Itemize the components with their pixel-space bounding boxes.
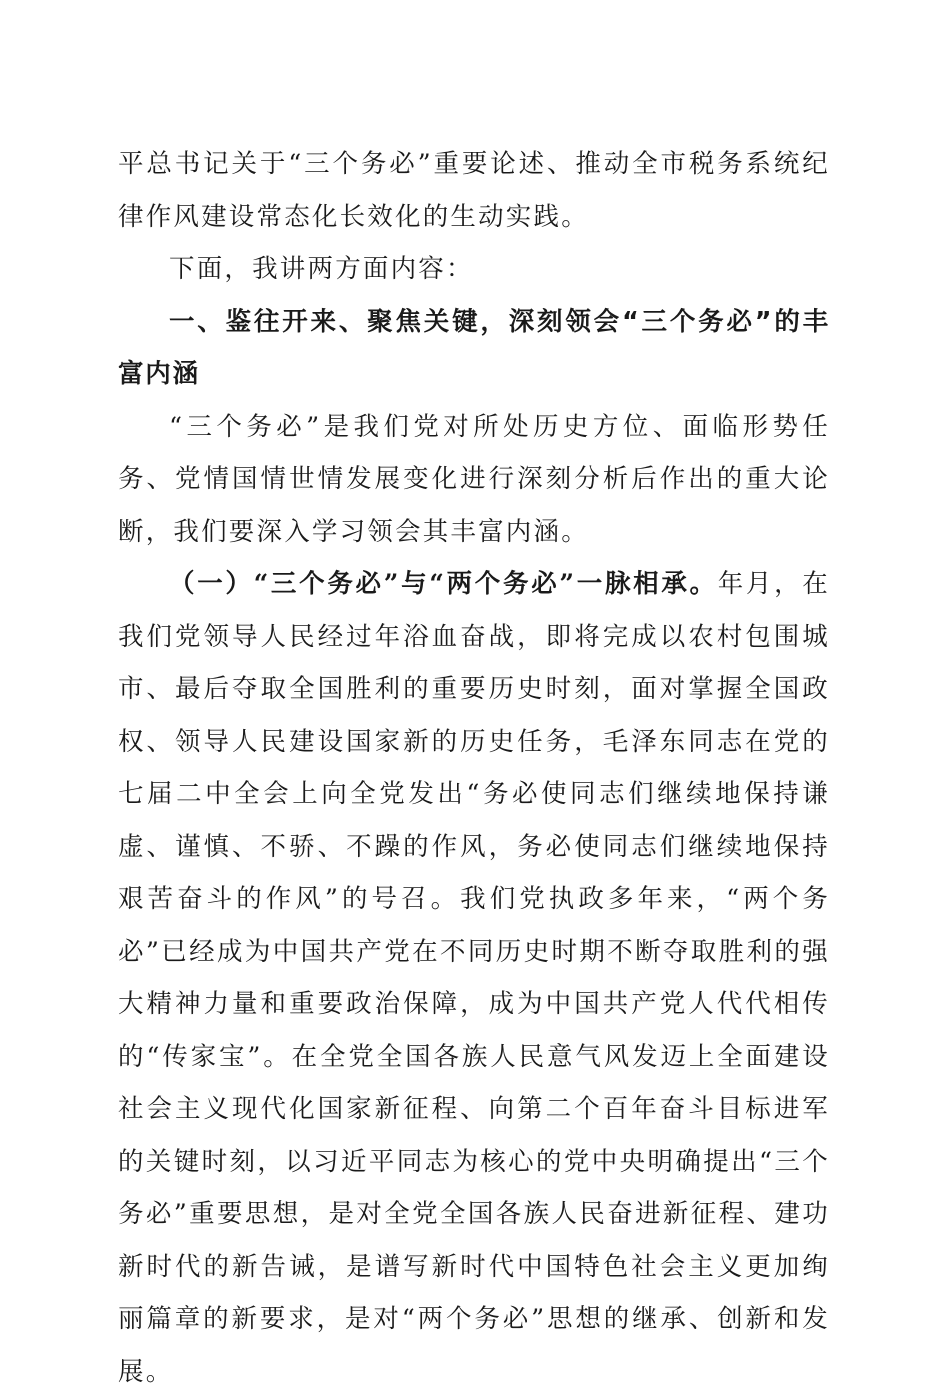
section-heading: 一、鉴往开来、聚焦关键，深刻领会“三个务必”的丰富内涵 bbox=[118, 306, 830, 389]
subsection-body: 年月，在我们党领导人民经过年浴血奋战，即将完成以农村包围城市、最后夺取全国胜利的重要历史时刻，面对掌握全国政权、领导人民建设国家新的历史任务，毛泽东同志在党的七届二中全会上向全党发出“务必使同志们继续地保持谦虚、谨慎、不骄、不躁的作风，务必使同志们继续地保持艰苦奋斗的作风”的号召。我们党执政多年来，“两个务必”已经成为中国共产党在不同历史时期不断夺取胜利的强大精神力量和重要政治保障，成为中国共产党人代代相传的“传家宝”。在全党全国各族人民意气风发迈上全面建设社会主义现代化国家新征程、向第二个百年奋斗目标进军的关键时刻，以习近平同志为核心的党中央明确提出“三个务必”重要思想，是对全党全国各族人民奋进新征程、建功新时代的新告诫，是谱写新时代中国特色社会主义更加绚丽篇章的新要求，是对“两个务必”思想的继承、创新和发展。 bbox=[118, 569, 830, 1387]
continuation-paragraph: 平总书记关于“三个务必”重要论述、推动全市税务系统纪律作风建设常态化长效化的生动实践。 bbox=[118, 149, 830, 232]
document-page bbox=[118, 138, 830, 1398]
subsection-lead: （一）“三个务必”与“两个务必”一脉相承。 bbox=[169, 569, 718, 599]
intro-paragraph: 下面，我讲两方面内容： bbox=[169, 254, 474, 284]
section-intro-paragraph: “三个务必”是我们党对所处历史方位、面临形势任务、党情国情世情发展变化进行深刻分析后作出的重大论断，我们要深入学习领会其丰富内涵。 bbox=[118, 411, 830, 547]
subsection-paragraph bbox=[118, 558, 830, 1398]
